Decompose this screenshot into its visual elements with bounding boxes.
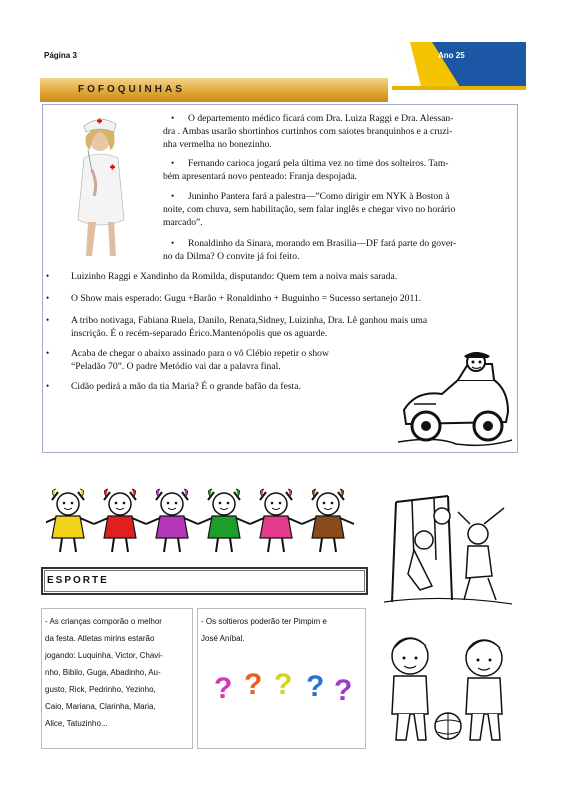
- gossip-item: • Cidão pedirá a mão da tia Maria? É o grande bafão da festa.: [46, 381, 301, 392]
- question-mark-icon: ?: [244, 668, 263, 701]
- car-cartoon-illustration: [396, 350, 514, 448]
- kid-figure: [46, 489, 94, 552]
- sports-right-line: - Os soltieros poderão ter Pimpim e: [201, 617, 327, 626]
- gossip-item: • Juninho Pantera fará a palestra—”Como dirigir em NYK à Boston à: [171, 191, 450, 202]
- kid-figure: [198, 489, 250, 552]
- kids-playground-illustration: [384, 490, 514, 608]
- sports-left-line: Alice, Tatuzinho...: [45, 719, 108, 728]
- question-mark-icon: ?: [306, 670, 325, 703]
- gossip-item: • O departemento médico ficará com Dra. Luiza Raggi e Dra. Alessan-: [171, 113, 454, 124]
- gossip-item-continuation: marcado”.: [163, 217, 203, 228]
- kid-figure: [146, 489, 198, 552]
- kid-figure: [302, 489, 354, 552]
- sports-left-line: Caio, Mariana, Clarinha, Maria,: [45, 702, 156, 711]
- gossip-item: • Fernando carioca jogará pela última vez no time dos solteiros. Tam-: [171, 158, 449, 169]
- sports-left-line: gusto, Rick, Pedrinho, Yezinho,: [45, 685, 156, 694]
- sports-right-text: [201, 613, 364, 647]
- gossip-item-continuation: nha vermelha no bonezinho.: [163, 139, 272, 150]
- sports-left-line: - As crianças comporão o melhor: [45, 617, 162, 626]
- nurse-illustration: [66, 110, 142, 258]
- gossip-item: • Ronaldinho da Sinara, morando em Brasilia—DF fará parte do gover-: [171, 238, 457, 249]
- gossip-section-title: FOFOQUINHAS: [78, 84, 185, 95]
- sports-left-line: nho, Bibilo, Guga, Abadinho, Au-: [45, 668, 161, 677]
- gossip-item-continuation: “Peladão 70”. O padre Metódio vai dar a palavra final.: [71, 361, 281, 372]
- gossip-item-continuation: bém apresentará novo penteado: Franja despojada.: [163, 171, 357, 182]
- gossip-item-continuation: dra . Ambas usarão shortinhos curtinhos com saiotes branquinhos e a cruzi-: [163, 126, 453, 137]
- two-boys-with-ball-illustration: [384, 628, 514, 746]
- gossip-item-continuation: inscrição. É o recém-separado Érico.Mantenópolis que os aguarde.: [71, 328, 328, 339]
- gossip-item: • A tribo notivaga, Fabiana Ruela, Danilo, Renata,Sidney, Luizinha, Dra. Lê ganhou mais uma: [46, 315, 428, 326]
- sports-right-line: José Aníbal.: [201, 634, 245, 643]
- gossip-item-continuation: noite, com chuva, sem habilitação, sem falar inglês e chegar vivo no horário: [163, 204, 456, 215]
- edition-label: Ano 25: [438, 51, 465, 60]
- question-mark-icon: ?: [334, 674, 353, 707]
- question-mark-icon: ?: [214, 672, 233, 705]
- sports-left-line: jogando: Luquinha, Victor, Chavi-: [45, 651, 163, 660]
- sports-left-text: [45, 613, 191, 732]
- gossip-item-continuation: no da Dilma? O convite já foi feito.: [163, 251, 300, 262]
- question-marks-decoration: [214, 668, 364, 718]
- page-number-label: Página 3: [44, 51, 77, 60]
- header-banner: [392, 42, 526, 90]
- kid-figure: [94, 489, 146, 552]
- gossip-item: • O Show mais esperado: Gugu +Barão + Ronaldinho + Buguinho = Sucesso sertanejo 2011.: [46, 293, 422, 304]
- gossip-item: • Luizinho Raggi e Xandinho da Romilda, disputando: Quem tem a noiva mais sarada.: [46, 271, 398, 282]
- gossip-item: • Acaba de chegar o abaixo assinado para o vô Clébio repetir o show: [46, 348, 329, 359]
- question-mark-icon: ?: [274, 668, 293, 701]
- sports-left-line: da festa. Atletas mirins estarão: [45, 634, 155, 643]
- kid-figure: [250, 489, 302, 552]
- kids-holding-hands-illustration: [46, 488, 364, 556]
- sports-section-title: ESPORTE: [47, 575, 109, 586]
